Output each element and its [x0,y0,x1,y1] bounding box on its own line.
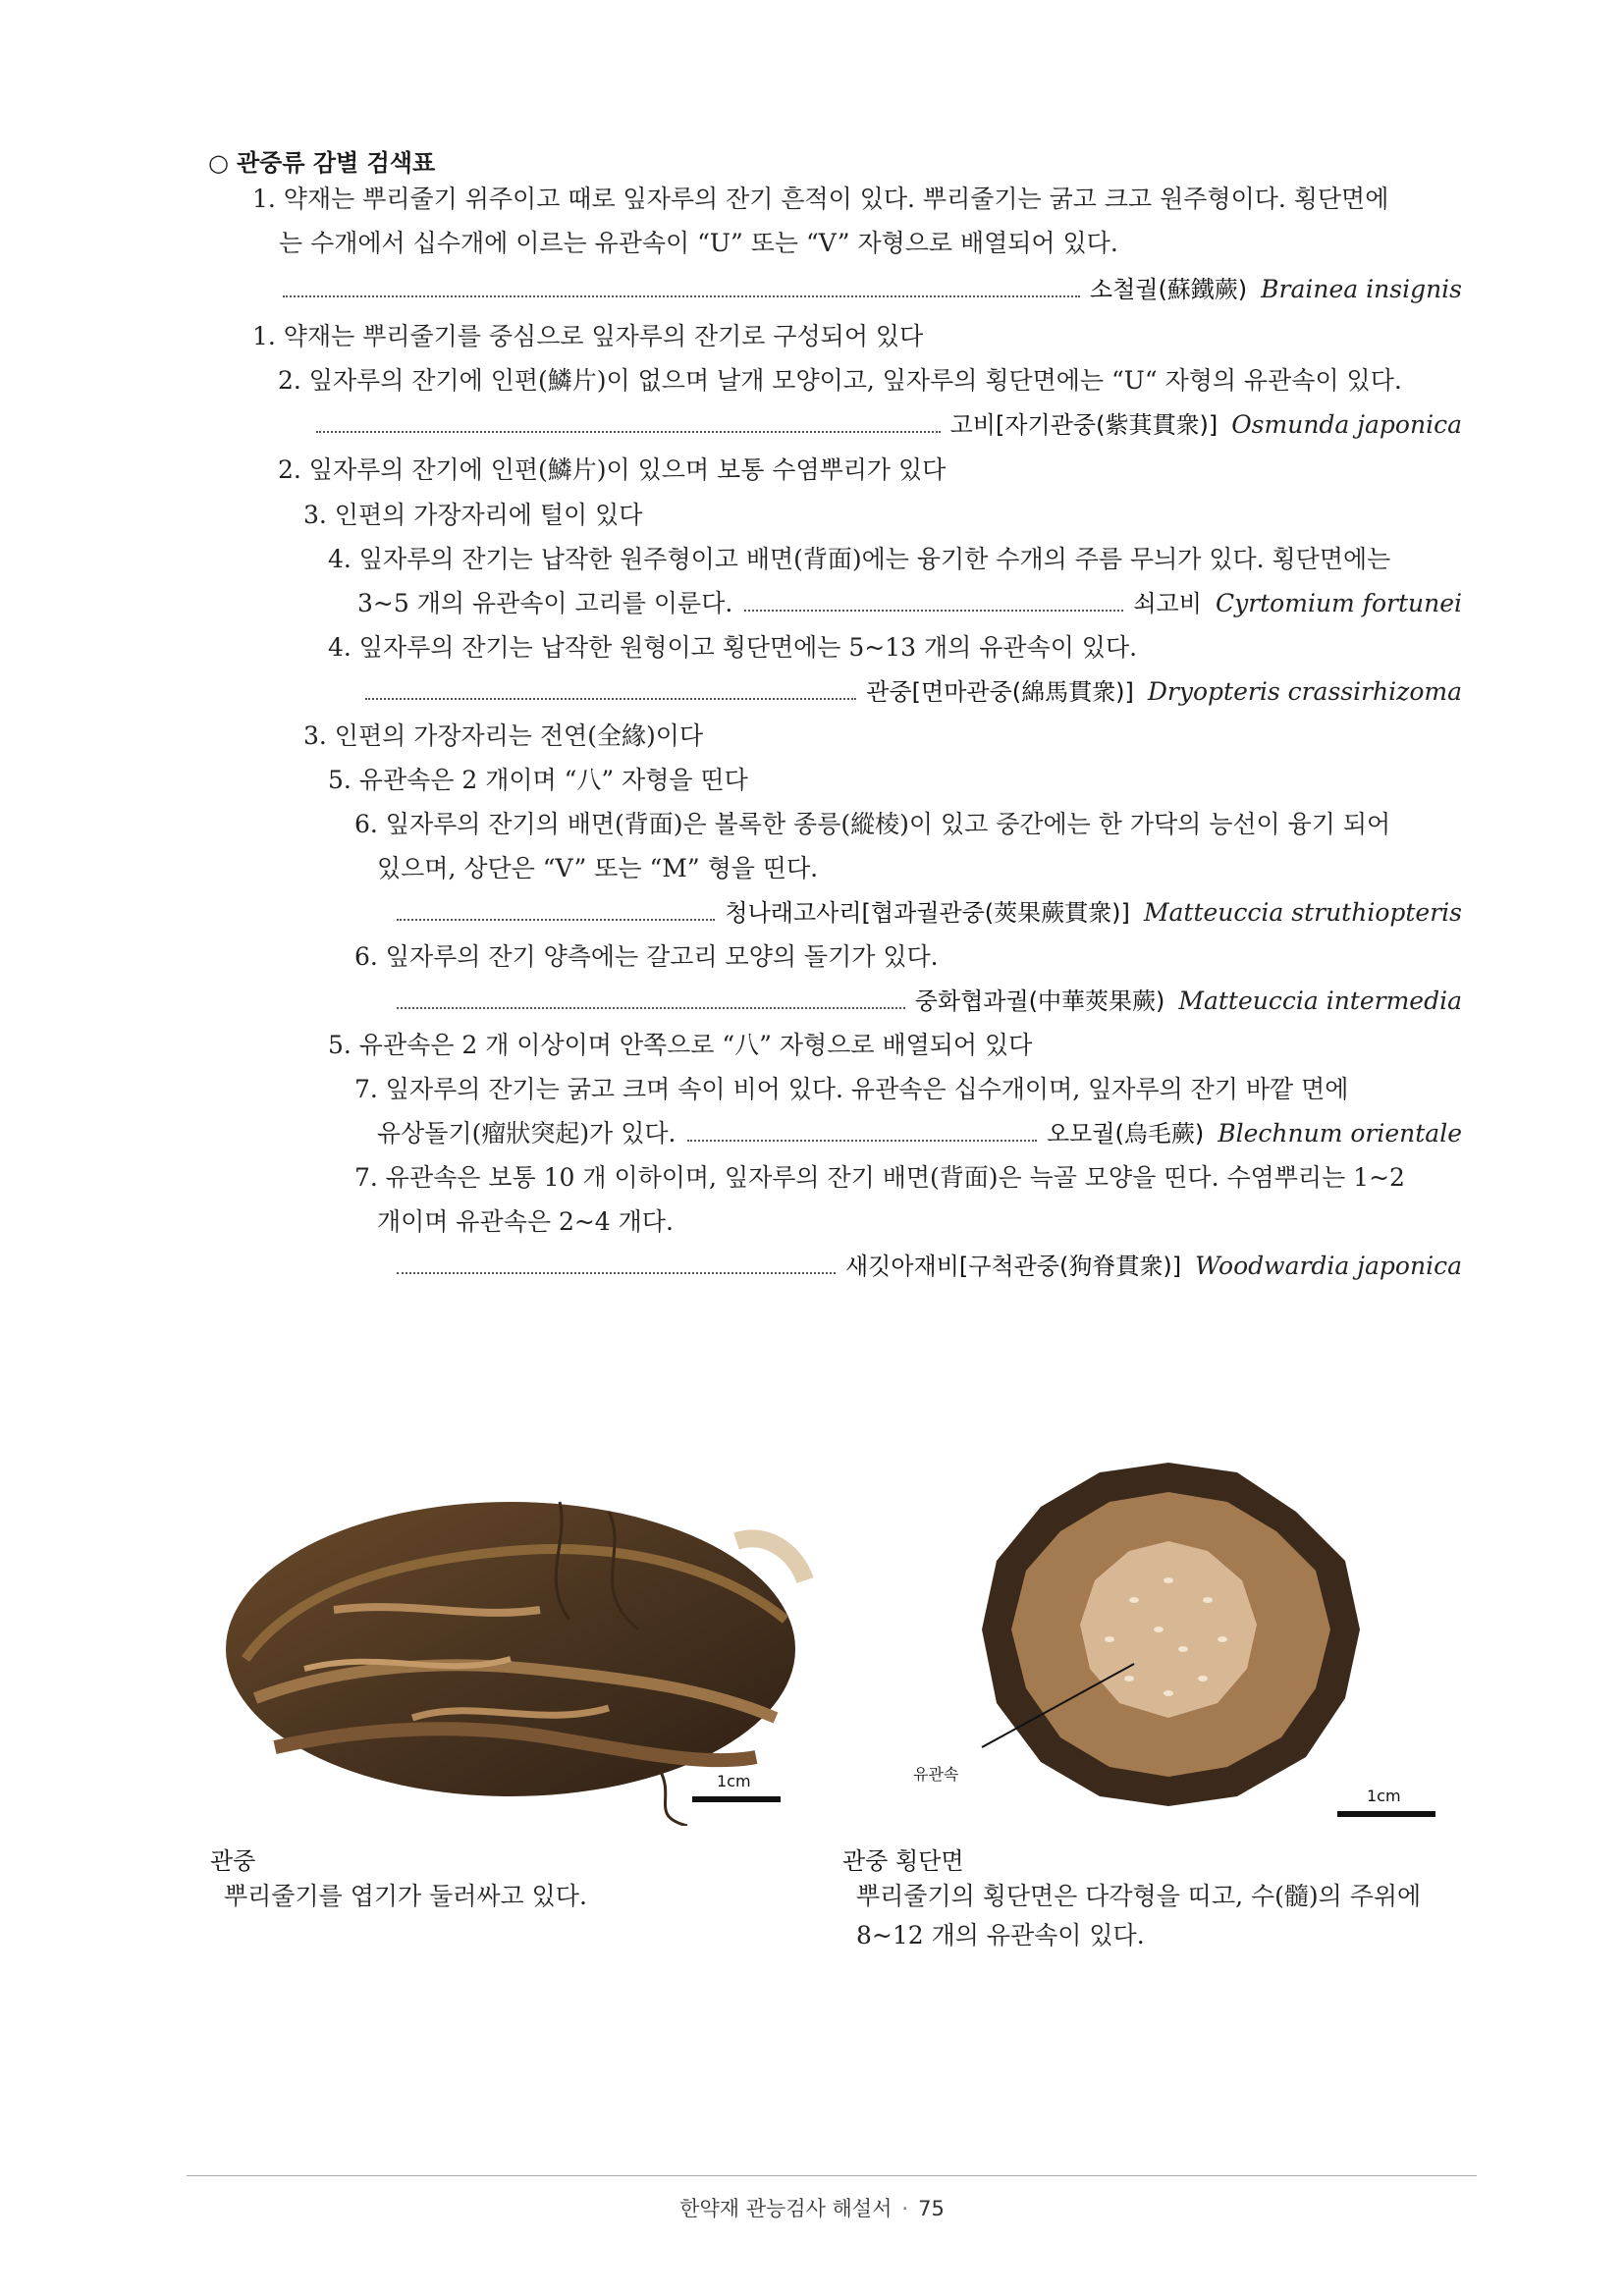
key-line: 6. 잎자루의 잔기 양측에는 갈고리 모양의 돌기가 있다. [354,942,939,971]
key-answer [377,1117,1462,1150]
leader-dots [397,919,715,921]
section-heading [208,143,435,178]
scale-label: 1cm [717,1772,751,1790]
scale-bar [692,1796,781,1802]
heading-title: 관중류 감별 검색표 [236,149,436,177]
answer-korean: 쇠고비 [1133,590,1202,617]
key-answer [283,273,1462,306]
answer-scientific: Matteuccia struthiopteris [1143,898,1462,927]
figure-caption-right: 뿌리줄기의 횡단면은 다각형을 띠고, 수(髓)의 주위에 [856,1882,1422,1910]
answer-scientific: Osmunda japonica [1231,410,1462,439]
leader-dots [687,1140,1037,1142]
key-answer [397,1250,1462,1283]
book-title: 한약재 관능검사 해설서 [679,2197,893,2220]
key-answer [397,985,1462,1018]
key-line: 7. 잎자루의 잔기는 굵고 크며 속이 비어 있다. 유관속은 십수개이며, 잎자루의 잔기 바깥 면에 [354,1075,1349,1103]
figure-title-right: 관중 횡단면 [842,1847,964,1875]
leader-dots [397,1007,905,1009]
leader-dots [397,1272,836,1274]
answer-scientific: Matteuccia intermedia [1178,987,1462,1015]
leader-dots [316,431,941,433]
circle-bullet-icon: ○ [208,149,229,177]
key-line: 있으며, 상단은 “V” 또는 “M” 형을 띤다. [377,854,819,882]
key-answer [357,587,1462,620]
key-line: 는 수개에서 십수개에 이르는 유관속이 “U” 또는 “V” 자형으로 배열되어 있다. [279,229,1118,257]
key-line: 4. 잎자루의 잔기는 납작한 원주형이고 배면(背面)에는 융기한 수개의 주름 무늬가 있다. 횡단면에는 [328,545,1391,573]
answer-scientific: Woodwardia japonica [1195,1252,1462,1280]
key-line: 3. 인편의 가장자리는 전연(全緣)이다 [303,721,704,750]
key-answer [365,675,1462,709]
figure-caption-left: 뿌리줄기를 엽기가 둘러싸고 있다. [224,1882,587,1910]
footer-separator: · [901,2197,909,2220]
answer-scientific: Brainea insignis [1261,275,1462,303]
key-line: 유상돌기(瘤狀突起)가 있다. [377,1119,677,1148]
figure-title-left: 관중 [210,1847,256,1875]
key-line: 2. 잎자루의 잔기에 인편(鱗片)이 있으며 보통 수염뿌리가 있다 [278,455,947,484]
cross-section-photo [962,1453,1375,1816]
answer-korean: 소철궐(蘇鐵蕨) [1089,276,1248,303]
answer-korean: 오모궐(烏毛蕨) [1046,1120,1205,1148]
leader-dots [283,295,1080,297]
key-line: 5. 유관속은 2 개 이상이며 안쪽으로 “八” 자형으로 배열되어 있다 [328,1031,1033,1059]
scale-label: 1cm [1367,1787,1401,1805]
answer-korean: 고비[자기관중(紫萁貫衆)] [949,411,1218,439]
key-line: 4. 잎자루의 잔기는 납작한 원형이고 횡단면에는 5~13 개의 유관속이 있다. [328,633,1138,662]
key-answer [316,408,1462,442]
key-line: 3~5 개의 유관속이 고리를 이룬다. [357,589,733,617]
key-line: 개이며 유관속은 2~4 개다. [377,1207,674,1236]
key-line: 7. 유관속은 보통 10 개 이하이며, 잎자루의 잔기 배면(背面)은 늑골 모양을 띤다. 수염뿌리는 1~2 [354,1163,1405,1192]
answer-scientific: Blechnum orientale [1218,1119,1462,1148]
key-line: 6. 잎자루의 잔기의 배면(背面)은 볼록한 종릉(縱棱)이 있고 중간에는 한 가닥의 능선이 융기 되어 [354,810,1391,838]
page-number: 75 [918,2197,945,2220]
key-line: 5. 유관속은 2 개이며 “八” 자형을 띤다 [328,766,748,794]
key-line: 3. 인편의 가장자리에 털이 있다 [303,501,643,529]
answer-scientific: Dryopteris crassirhizoma [1147,677,1462,706]
scale-bar [1337,1811,1435,1817]
answer-korean: 관중[면마관중(綿馬貫衆)] [866,678,1134,706]
key-answer [397,896,1462,930]
key-line: 1. 약재는 뿌리줄기 위주이고 때로 잎자루의 잔기 흔적이 있다. 뿌리줄기는 굵고 크고 원주형이다. 횡단면에 [252,185,1389,213]
answer-korean: 중화협과궐(中華莢果蕨) [914,988,1165,1015]
figure-caption-right-2: 8~12 개의 유관속이 있다. [856,1921,1145,1949]
footer-divider [187,2175,1477,2176]
answer-scientific: Cyrtomium fortunei [1215,589,1462,617]
leader-dots [744,610,1123,612]
page-footer [0,2193,1624,2222]
vascular-bundle-callout: 유관속 [913,1765,959,1784]
leader-dots [365,698,856,700]
key-line: 1. 약재는 뿌리줄기를 중심으로 잎자루의 잔기로 구성되어 있다 [252,322,924,350]
answer-korean: 새깃아재비[구척관중(狗脊貫衆)] [844,1253,1182,1280]
key-line: 2. 잎자루의 잔기에 인편(鱗片)이 없으며 날개 모양이고, 잎자루의 횡단면에는 “U“ 자형의 유관속이 있다. [278,366,1402,395]
answer-korean: 청나래고사리[협과궐관중(莢果蕨貫衆)] [725,899,1130,927]
